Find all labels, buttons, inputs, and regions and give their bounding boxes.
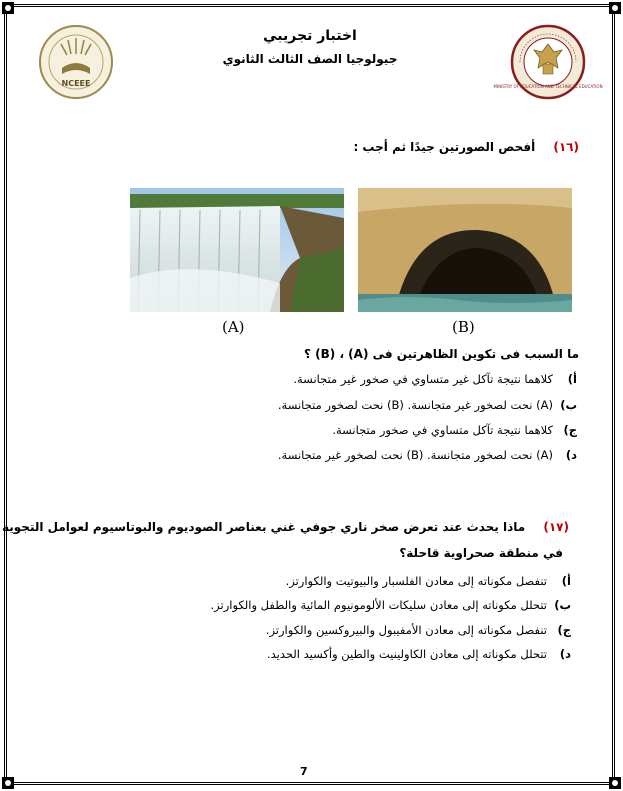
option-d[interactable] bbox=[267, 647, 571, 661]
question-16-header bbox=[353, 140, 579, 154]
question-17-header bbox=[2, 520, 569, 534]
image-a-label: (A) bbox=[222, 318, 245, 336]
question-17-text-continued: في منطقة صحراوية قاحلة؟ bbox=[399, 546, 563, 560]
page-number: 7 bbox=[300, 765, 308, 778]
option-text: تنفصل مكوناته إلى معادن الأمفيبول والبيروكسين والكوارتز. bbox=[265, 623, 547, 637]
corner-ornament bbox=[2, 777, 14, 789]
option-letter: ب) bbox=[560, 398, 577, 412]
option-c[interactable] bbox=[266, 623, 571, 637]
nceee-logo bbox=[38, 24, 114, 100]
image-b-label: (B) bbox=[452, 318, 475, 336]
question-prompt: أفحص الصورتين جيدًا ثم أجب : bbox=[353, 140, 536, 154]
corner-ornament bbox=[2, 2, 14, 14]
option-text: (A) نحت لصخور متجانسة. (B) نحت لصخور غير متجانسة. bbox=[277, 448, 553, 462]
option-d[interactable] bbox=[278, 448, 577, 462]
option-letter: ج) bbox=[557, 623, 571, 637]
waterfall-image bbox=[130, 188, 344, 312]
option-letter: أ) bbox=[567, 372, 577, 386]
option-letter: ج) bbox=[563, 423, 577, 437]
corner-ornament bbox=[609, 2, 621, 14]
option-letter: د) bbox=[565, 448, 577, 462]
option-letter: ب) bbox=[554, 598, 571, 612]
question-text: ماذا يحدث عند تعرض صخر ناري جوفي غني بعناصر الصوديوم والبوتاسيوم لعوامل التجوية bbox=[2, 520, 526, 534]
logo-text: NCEEE bbox=[61, 79, 91, 88]
option-text: تنفصل مكوناته إلى معادن الفلسبار والبيوتيت والكوارتز. bbox=[285, 574, 547, 588]
ministry-logo bbox=[493, 24, 603, 100]
logo-text: MINISTRY OF EDUCATION AND TECHNICAL EDUCATION bbox=[493, 84, 603, 89]
option-letter: د) bbox=[559, 647, 571, 661]
exam-subtitle: جيولوجيا الصف الثالث الثانوي bbox=[222, 52, 398, 66]
option-b[interactable] bbox=[278, 398, 577, 412]
page-border bbox=[4, 4, 615, 785]
sea-cave-image bbox=[358, 188, 572, 312]
option-b[interactable] bbox=[211, 598, 571, 612]
question-number: (١٧) bbox=[543, 520, 569, 534]
option-text: (A) نحت لصخور غير متجانسة. (B) نحت لصخور متجانسة. bbox=[277, 398, 553, 412]
option-text: كلاهما نتيجة تآكل غير متساوي في صخور غير متجانسة. bbox=[293, 372, 553, 386]
corner-ornament bbox=[609, 777, 621, 789]
option-a[interactable] bbox=[293, 372, 577, 386]
option-text: تتحلل مكوناته إلى معادن سليكات الألومونيوم المائية والطفل والكوارتز. bbox=[210, 598, 547, 612]
option-c[interactable] bbox=[332, 423, 577, 437]
question-number: (١٦) bbox=[553, 140, 579, 154]
question-16-text: ما السبب فى تكوين الظاهرتين فى (A) ، (B) ؟ bbox=[304, 347, 579, 361]
option-a[interactable] bbox=[286, 574, 571, 588]
option-text: كلاهما نتيجة تآكل متساوي في صخور متجانسة. bbox=[332, 423, 553, 437]
option-text: تتحلل مكوناته إلى معادن الكاولينيت والطين وأكسيد الحديد. bbox=[266, 647, 547, 661]
option-letter: أ) bbox=[561, 574, 571, 588]
exam-title: اختبار تجريبي bbox=[263, 28, 357, 44]
